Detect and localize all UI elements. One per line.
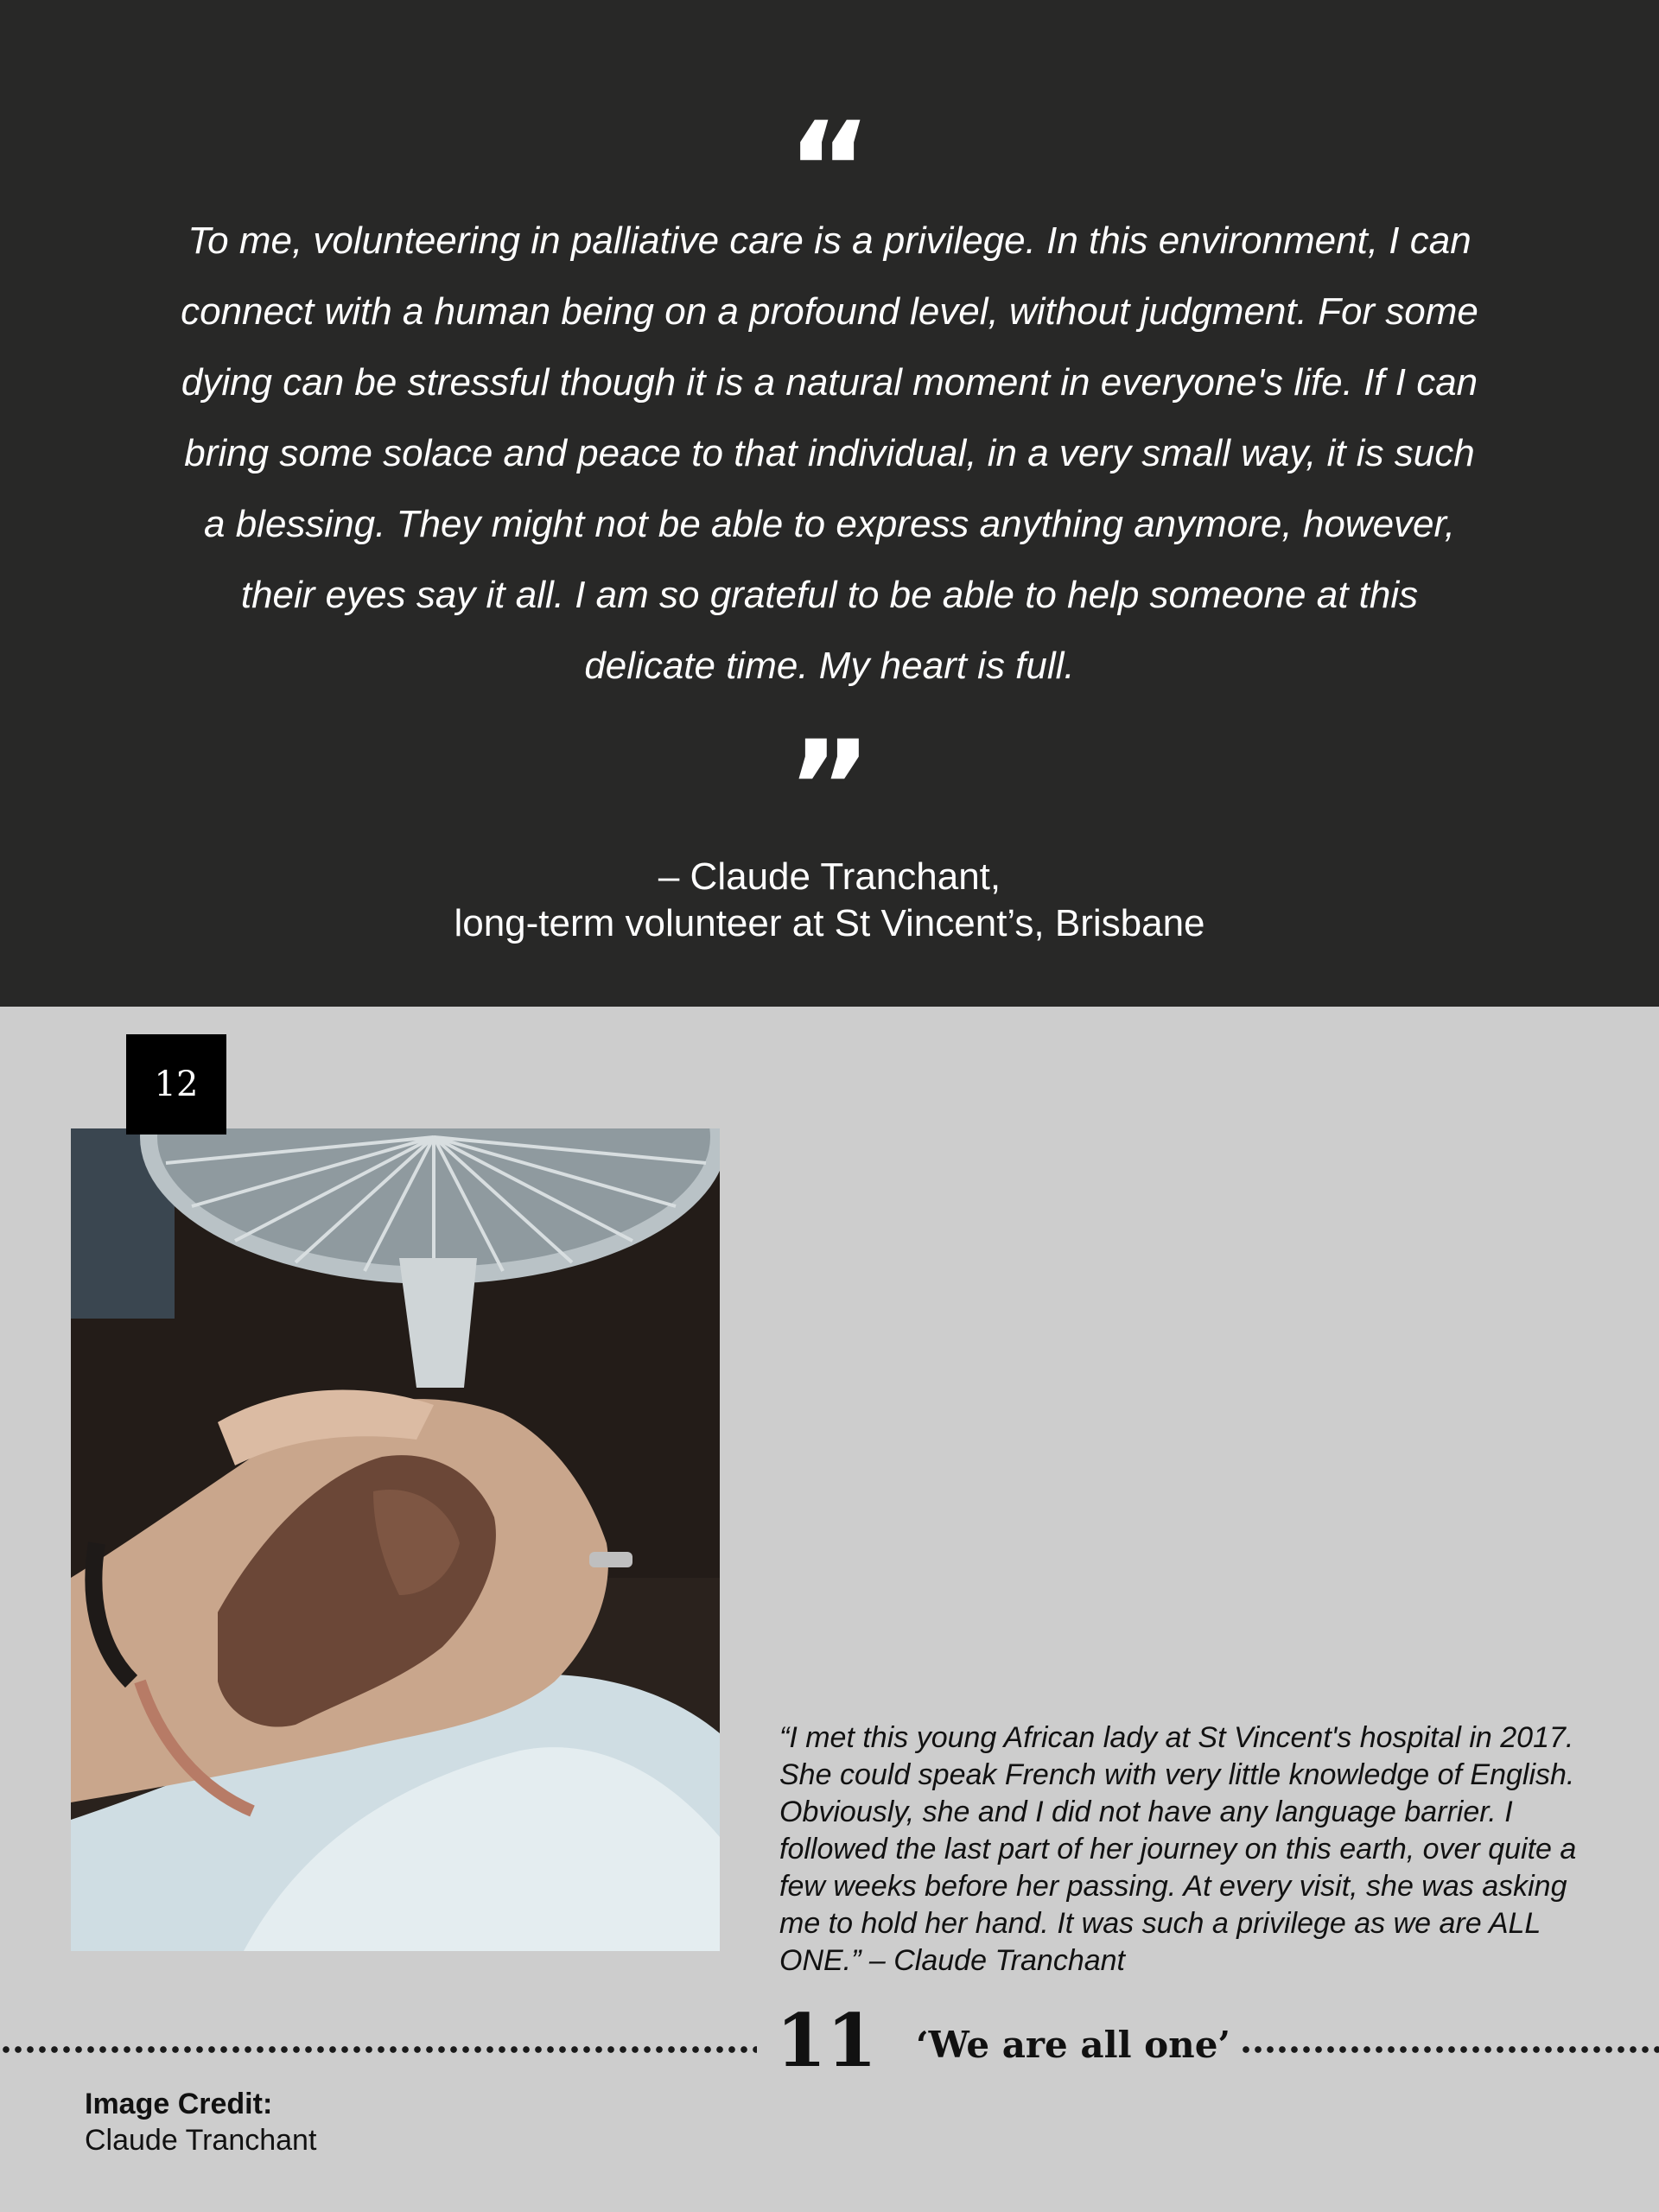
page-number: 11 [776, 1998, 877, 2083]
quote-text: To me, volunteering in palliative care is a privilege. In this environment, I can connect with a human being on a profound level, without judgment. For some dying can be stressful though it is a natural moment in everyone's life. If I can bring some solace and peace to that individual, in a very small way, it is such a blessing. They might not be able to express anything anymore, however, their eyes say it all. I am so grateful to be able to help someone at this delicate time. My heart is full. [181, 219, 1478, 687]
section-title: ‘We are all one’ [916, 2024, 1231, 2066]
image-credit [85, 2086, 316, 2158]
photo-number-badge: 12 [126, 1034, 226, 1135]
image-credit-name: Claude Tranchant [85, 2124, 317, 2157]
photo-caption: “I met this young African lady at St Vincent's hospital in 2017. She could speak French with very little knowledge of English. Obviously, she and I did not have any language barrier. I followed the last part of her journey on this earth, over quite a few weeks before her passing. At every visit, she was asking me to hold her hand. It was such a privilege as we are ALL ONE.” – Claude Tranchant [779, 1721, 1577, 1977]
dotted-divider-right [1240, 2046, 1659, 2053]
close-quote-mark: ” [786, 714, 873, 864]
holding-hands-photo [71, 1128, 720, 1951]
attribution-role: long-term volunteer at St Vincent’s, Brisbane [454, 902, 1205, 944]
quote-attribution [0, 854, 1659, 947]
open-quote-mark: “ [786, 95, 873, 245]
image-credit-label: Image Credit: [85, 2088, 273, 2120]
dotted-divider-left [0, 2046, 757, 2053]
quote-panel [0, 0, 1659, 1007]
attribution-name: – Claude Tranchant, [658, 855, 1001, 898]
